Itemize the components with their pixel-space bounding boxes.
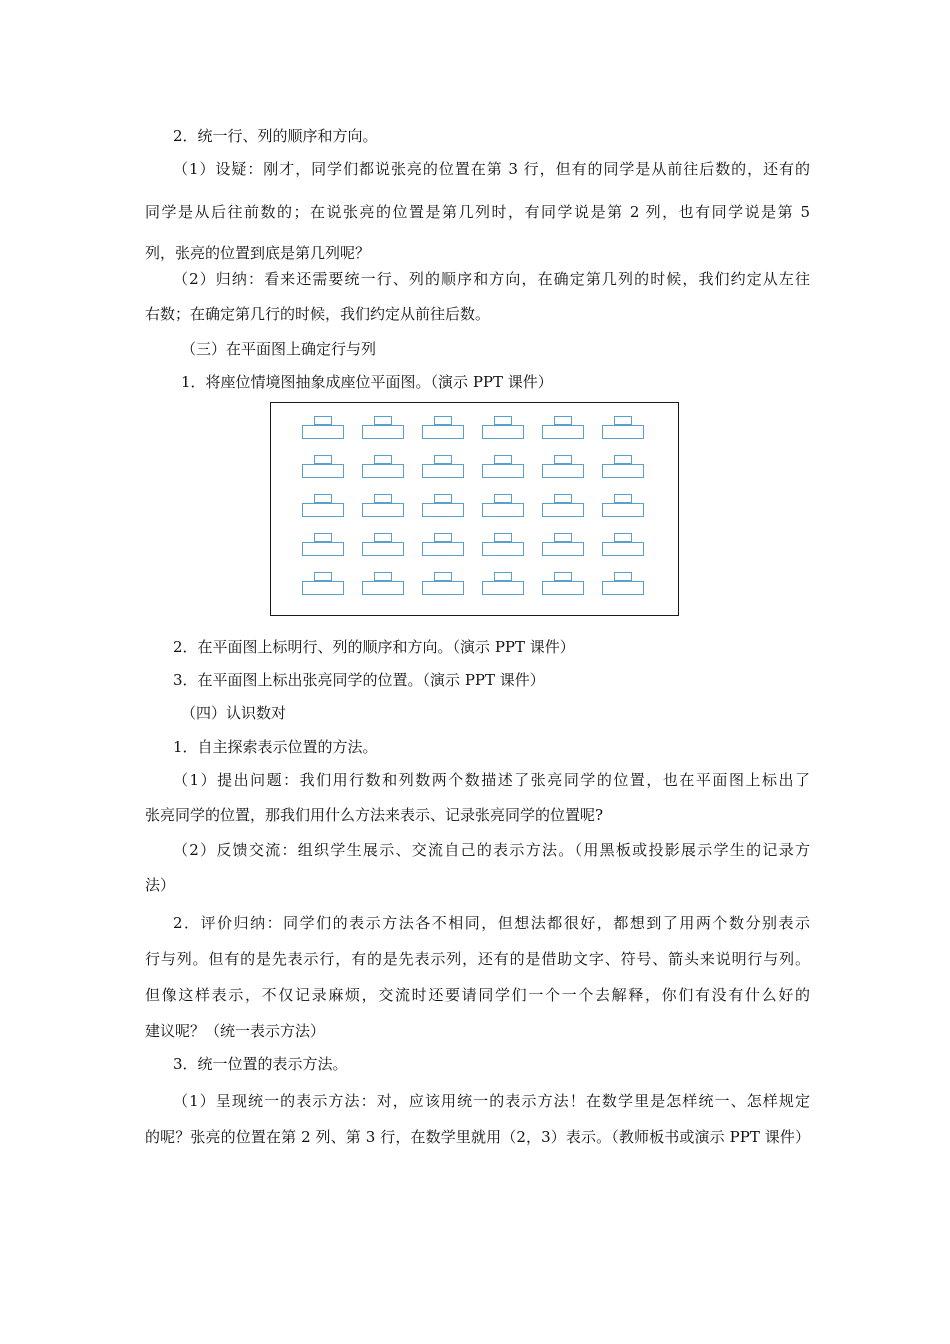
chair-shape	[374, 416, 392, 425]
list-item: 2．在平面图上标明行、列的顺序和方向。（演示 PPT 课件）	[173, 638, 575, 656]
seat-plan-diagram	[270, 402, 679, 616]
chair-shape	[554, 533, 572, 542]
section-heading: （四）认识数对	[181, 704, 287, 722]
paragraph-line: 法）	[145, 876, 176, 894]
chair-shape	[434, 533, 452, 542]
chair-shape	[374, 572, 392, 581]
paragraph-line: 建议呢？（统一表示方法）	[145, 1022, 326, 1040]
desk-shape	[422, 581, 464, 595]
desk-shape	[422, 503, 464, 517]
chair-shape	[614, 572, 632, 581]
paragraph-line: （1）提出问题：我们用行数和列数两个数描述了张亮同学的位置，也在平面图上标出了	[173, 771, 810, 789]
paragraph-line: （1）呈现统一的表示方法：对，应该用统一的表示方法！在数学里是怎样统一、怎样规定	[173, 1092, 810, 1110]
chair-shape	[314, 572, 332, 581]
desk-shape	[302, 464, 344, 478]
desk-shape	[362, 464, 404, 478]
chair-shape	[554, 455, 572, 464]
chair-shape	[314, 455, 332, 464]
desk-shape	[362, 503, 404, 517]
chair-shape	[494, 572, 512, 581]
chair-shape	[614, 494, 632, 503]
chair-shape	[494, 533, 512, 542]
desk-shape	[602, 425, 644, 439]
desk-shape	[482, 503, 524, 517]
chair-shape	[614, 416, 632, 425]
desk-shape	[542, 581, 584, 595]
chair-shape	[434, 455, 452, 464]
desk-shape	[602, 581, 644, 595]
desk-shape	[542, 503, 584, 517]
desk-shape	[422, 425, 464, 439]
chair-shape	[314, 533, 332, 542]
paragraph-line: 列，张亮的位置到底是第几列呢？	[145, 244, 371, 262]
desk-shape	[302, 542, 344, 556]
chair-shape	[374, 494, 392, 503]
section-heading: 2．统一行、列的顺序和方向。	[173, 127, 378, 145]
list-item: 3．统一位置的表示方法。	[173, 1055, 348, 1073]
desk-shape	[302, 503, 344, 517]
paragraph-line: 行与列。但有的是先表示行，有的是先表示列，还有的是借助文字、符号、箭头来说明行与列。	[145, 950, 810, 968]
desk-shape	[482, 425, 524, 439]
desk-shape	[362, 581, 404, 595]
section-heading: （三）在平面图上确定行与列	[181, 340, 377, 358]
chair-shape	[614, 533, 632, 542]
desk-shape	[422, 464, 464, 478]
chair-shape	[554, 494, 572, 503]
chair-shape	[434, 494, 452, 503]
chair-shape	[314, 494, 332, 503]
desk-shape	[482, 464, 524, 478]
chair-shape	[374, 533, 392, 542]
chair-shape	[434, 416, 452, 425]
desk-shape	[362, 425, 404, 439]
paragraph-line: 右数；在确定第几行的时候，我们约定从前往后数。	[145, 305, 491, 323]
list-item: 1．将座位情境图抽象成座位平面图。（演示 PPT 课件）	[181, 373, 553, 391]
paragraph-line: 的呢？张亮的位置在第 2 列、第 3 行，在数学里就用（2，3）表示。（教师板书或演示 PPT 课件）	[145, 1128, 810, 1146]
chair-shape	[494, 416, 512, 425]
desk-shape	[602, 503, 644, 517]
chair-shape	[494, 494, 512, 503]
desk-shape	[542, 425, 584, 439]
desk-shape	[302, 581, 344, 595]
chair-shape	[554, 572, 572, 581]
paragraph-line: （1）设疑：刚才，同学们都说张亮的位置在第 3 行，但有的同学是从前往后数的，还有的	[173, 160, 810, 178]
desk-shape	[362, 542, 404, 556]
chair-shape	[434, 572, 452, 581]
paragraph-line: 但像这样表示，不仅记录麻烦，交流时还要请同学们一个一个去解释，你们有没有什么好的	[145, 986, 810, 1004]
desk-shape	[422, 542, 464, 556]
paragraph-line: 张亮同学的位置，那我们用什么方法来表示、记录张亮同学的位置呢?	[145, 806, 604, 824]
chair-shape	[494, 455, 512, 464]
chair-shape	[614, 455, 632, 464]
desk-shape	[542, 464, 584, 478]
desk-shape	[602, 542, 644, 556]
list-item: 1．自主探索表示位置的方法。	[173, 738, 378, 756]
list-item: 3．在平面图上标出张亮同学的位置。（演示 PPT 课件）	[173, 671, 545, 689]
paragraph-line: 2．评价归纳：同学们的表示方法各不相同，但想法都很好，都想到了用两个数分别表示	[173, 914, 810, 932]
paragraph-line: 同学是从后往前数的；在说张亮的位置是第几列时，有同学说是第 2 列，也有同学说是第 5	[145, 203, 810, 221]
desk-shape	[302, 425, 344, 439]
chair-shape	[554, 416, 572, 425]
paragraph-line: （2）归纳：看来还需要统一行、列的顺序和方向，在确定第几列的时候，我们约定从左往	[173, 270, 810, 288]
desk-shape	[482, 542, 524, 556]
chair-shape	[374, 455, 392, 464]
desk-shape	[542, 542, 584, 556]
desk-shape	[482, 581, 524, 595]
desk-shape	[602, 464, 644, 478]
paragraph-line: （2）反馈交流：组织学生展示、交流自己的表示方法。（用黑板或投影展示学生的记录方	[173, 841, 810, 859]
chair-shape	[314, 416, 332, 425]
